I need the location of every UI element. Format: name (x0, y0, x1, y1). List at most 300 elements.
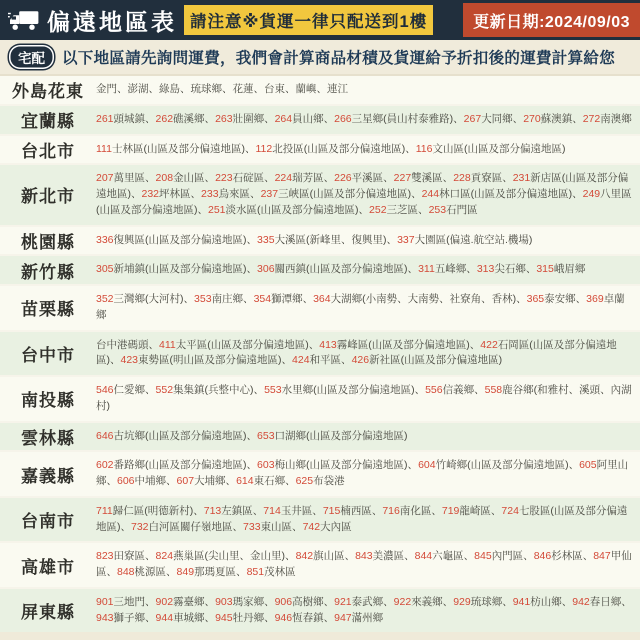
district-name: 內門區、 (491, 550, 534, 563)
district-name: 大湖鄉(小南勢、大南勢、社寮角、香林)、 (330, 293, 527, 305)
district-item (204, 505, 264, 517)
district-name: 東石鄉、 (253, 475, 296, 487)
district-code: 237 (260, 188, 279, 200)
district-code: 262 (155, 112, 174, 125)
district-name: 蘇澳鎮、 (540, 112, 583, 125)
district-item (96, 339, 159, 351)
district-name: 三地門、 (113, 595, 156, 608)
district-name: 牡丹鄉、 (232, 611, 275, 624)
district-name: 台東、 (264, 83, 296, 95)
district-name: 平溪區、 (351, 172, 394, 185)
district-code: 223 (215, 172, 233, 185)
district-name: 南化區、 (399, 504, 442, 517)
district-item (275, 172, 335, 184)
district-item (523, 113, 583, 125)
district-item (296, 475, 345, 487)
district-code: 337 (397, 233, 415, 246)
district-item (156, 113, 216, 125)
district-name: 來義鄉、 (411, 595, 454, 608)
district-name: 花蓮、 (232, 83, 264, 95)
district-item (159, 83, 191, 95)
district-item (156, 612, 216, 624)
district-code: 261 (96, 112, 114, 125)
district-code: 369 (586, 293, 604, 305)
district-code: 306 (257, 263, 275, 276)
district-item (208, 204, 369, 216)
district-list (96, 136, 640, 164)
district-list (96, 377, 640, 421)
district-name: 六龜區、 (432, 550, 475, 563)
district-name: 大埔鄉、 (194, 475, 237, 487)
table-row (0, 450, 640, 496)
district-code: 252 (369, 203, 387, 216)
table-row (0, 104, 640, 134)
district-item (527, 293, 587, 305)
header-bar (0, 0, 640, 40)
district-item (275, 596, 335, 608)
district-name: 頭城鎮、 (113, 112, 156, 125)
district-item (156, 596, 216, 608)
district-name: 阿里山鄉、 (96, 459, 629, 487)
district-item (215, 596, 275, 608)
table-row (0, 375, 640, 421)
district-name: 甲仙區、 (96, 550, 632, 578)
district-name: 白河區關仔嶺地區、 (148, 520, 244, 533)
district-code: 943 (96, 611, 114, 624)
district-code: 411 (159, 338, 176, 351)
district-item (394, 172, 454, 184)
district-name: 集集鎮(兵整中心)、 (173, 384, 265, 396)
district-list (96, 423, 640, 451)
district-code: 244 (421, 188, 440, 200)
district-item (96, 430, 257, 442)
district-code: 365 (526, 293, 545, 305)
district-name: 口湖鄉(山區及部分偏遠地區) (274, 429, 408, 442)
district-item (422, 188, 583, 200)
update-date-badge: 更新日期:2024/09/03 (463, 3, 640, 37)
district-name: 八里區(山區及部分偏遠地區)、 (96, 188, 632, 216)
district-code: 227 (393, 172, 412, 185)
district-name: 瑪家鄉、 (232, 595, 275, 608)
district-code: 848 (117, 566, 135, 578)
district-item (319, 339, 480, 351)
district-item (96, 612, 156, 624)
district-name: 霧峰區(山區及部分偏遠地區)、 (336, 338, 481, 351)
table-row (0, 330, 640, 376)
district-name: 泰安鄉、 (544, 293, 587, 305)
district-item (201, 188, 261, 200)
district-item (142, 188, 202, 200)
district-item (334, 612, 383, 624)
district-code: 732 (131, 520, 149, 533)
district-name: 北投區(山區及部分偏遠地區)、 (272, 142, 416, 155)
district-code: 207 (96, 172, 114, 185)
district-code: 305 (96, 263, 114, 276)
district-name: 和平區、 (309, 354, 352, 367)
district-code: 711 (96, 504, 113, 517)
district-name: 壯圍鄉、 (232, 112, 275, 125)
district-item (156, 384, 265, 396)
district-item (247, 566, 296, 578)
district-name: 大內區 (320, 520, 352, 533)
district-item (96, 293, 194, 305)
district-name: 梅山鄉(山區及部分偏遠地區)、 (274, 459, 419, 472)
district-code: 849 (176, 566, 195, 578)
district-name: 龍崎區、 (459, 504, 502, 517)
district-name: 南澳鄉 (600, 112, 632, 125)
delivery-floor-notice: 請注意※貨運一律只配送到1樓 (184, 5, 433, 35)
district-name: 南庄鄉、 (211, 293, 254, 305)
district-code: 845 (474, 550, 492, 563)
district-code: 556 (425, 384, 443, 396)
district-code: 605 (579, 459, 597, 472)
district-name: 鹿谷鄉(和雅村、溪頭、內湖村) (96, 384, 632, 412)
district-name: 大溪區(新峰里、復興里)、 (274, 233, 398, 246)
district-code: 558 (484, 384, 503, 396)
district-code: 266 (334, 112, 352, 125)
district-code: 602 (96, 459, 114, 472)
district-code: 946 (274, 611, 293, 624)
district-item (369, 204, 429, 216)
district-item (159, 339, 319, 351)
district-name: 金門、 (96, 83, 128, 95)
district-code: 715 (322, 504, 341, 517)
district-name: 貢寮區、 (470, 172, 513, 185)
region-label: 外島花東 (12, 82, 84, 102)
district-item (382, 505, 442, 517)
delivery-truck-icon (8, 8, 40, 32)
district-name: 萬里區、 (113, 172, 156, 185)
district-code: 353 (194, 293, 212, 305)
district-name: 獅子鄉、 (113, 611, 156, 624)
district-name: 連江 (327, 83, 348, 95)
district-name: 琉球鄉、 (190, 83, 233, 95)
district-item (156, 172, 216, 184)
district-code: 267 (463, 112, 482, 125)
district-item (243, 521, 303, 533)
district-list (96, 498, 640, 542)
district-name: 金山區、 (173, 172, 216, 185)
district-code: 902 (155, 595, 174, 608)
district-item (96, 550, 156, 562)
district-item (96, 505, 204, 517)
district-name: 茂林區 (264, 566, 296, 578)
district-item (536, 263, 585, 275)
district-name: 綠島、 (159, 83, 191, 95)
district-item (429, 204, 478, 216)
district-name: 新埔鎮(山區及部分偏遠地區)、 (113, 263, 258, 276)
district-name: 關西鎮(山區及部分偏遠地區)、 (274, 263, 419, 276)
district-item (264, 83, 296, 95)
district-item (425, 384, 485, 396)
district-name: 琉球鄉、 (470, 595, 513, 608)
district-name: 文山區(山區及部分偏遠地區) (432, 142, 566, 155)
district-code: 844 (414, 550, 433, 563)
region-label: 高雄市 (21, 557, 75, 577)
district-item (453, 172, 513, 184)
district-name: 美濃區、 (372, 550, 415, 563)
district-name: 台中港碼頭、 (96, 338, 159, 351)
district-name: 車城鄉、 (173, 611, 216, 624)
district-item (117, 475, 177, 487)
district-code: 604 (418, 459, 436, 472)
district-item (254, 293, 314, 305)
district-code: 719 (441, 504, 460, 517)
district-list (96, 227, 640, 255)
district-item (96, 596, 156, 608)
district-code: 311 (418, 263, 435, 276)
district-code: 921 (334, 595, 352, 608)
district-name: 桃源區、 (134, 566, 177, 578)
district-item (261, 188, 422, 200)
district-item (177, 475, 237, 487)
page-title: 偏遠地區表 (47, 8, 177, 35)
district-code: 607 (176, 475, 195, 487)
table-row (0, 225, 640, 255)
district-code: 413 (319, 338, 337, 351)
district-name: 竹崎鄉(山區及部分偏遠地區)、 (435, 459, 580, 472)
region-label: 嘉義縣 (21, 466, 75, 486)
district-code: 263 (215, 112, 233, 125)
district-code: 742 (302, 520, 321, 533)
district-name: 石門區 (446, 203, 478, 216)
district-item (215, 612, 275, 624)
district-code: 944 (155, 611, 174, 624)
district-name: 澎湖、 (127, 83, 159, 95)
district-item (334, 113, 464, 125)
district-item (233, 83, 265, 95)
district-name: 獅潭鄉、 (271, 293, 314, 305)
district-code: 552 (155, 384, 174, 396)
district-name: 水里鄉(山區及部分偏遠地區)、 (281, 384, 426, 396)
district-code: 922 (393, 595, 412, 608)
district-code: 842 (295, 550, 314, 563)
district-code: 653 (257, 429, 275, 442)
district-name: 七股區(山區及部分偏遠地區)、 (96, 504, 628, 533)
table-row (0, 163, 640, 224)
district-list (96, 589, 640, 633)
district-name: 中埔鄉、 (134, 475, 177, 487)
district-item (257, 263, 418, 275)
district-name: 那瑪夏區、 (194, 566, 247, 578)
district-item (96, 234, 257, 246)
district-item (177, 566, 247, 578)
district-item (303, 521, 352, 533)
district-name: 卓蘭鄉 (96, 293, 625, 321)
district-item (418, 263, 477, 275)
region-label: 台北市 (21, 141, 75, 161)
district-code: 714 (263, 504, 281, 517)
region-label: 宜蘭縣 (21, 112, 75, 132)
district-code: 226 (334, 172, 352, 185)
district-code: 724 (501, 504, 519, 517)
district-name: 烏來區、 (218, 188, 261, 200)
subheader-text: 以下地區請先詢問運費，我們會計算商品材積及貨運給予折扣後的運費計算給您 (62, 50, 616, 67)
district-name: 旗山區、 (313, 550, 356, 563)
district-code: 716 (382, 504, 400, 517)
district-name: 東山區、 (260, 520, 303, 533)
district-item (416, 143, 566, 155)
district-item (334, 596, 394, 608)
district-list (96, 286, 640, 330)
district-code: 111 (96, 142, 112, 155)
district-item (96, 459, 257, 471)
table-row (0, 254, 640, 284)
district-code: 116 (415, 142, 433, 155)
district-item (96, 113, 156, 125)
district-code: 733 (243, 520, 261, 533)
district-name: 滿州鄉 (351, 611, 384, 624)
district-name: 霧臺鄉、 (173, 595, 216, 608)
district-code: 906 (274, 595, 293, 608)
district-code: 422 (480, 338, 498, 351)
district-list (96, 543, 640, 587)
subheader-bar (0, 40, 640, 76)
region-label: 苗栗縣 (21, 300, 75, 320)
district-item (442, 505, 502, 517)
region-label: 新北市 (21, 187, 75, 207)
district-name: 尖石鄉、 (494, 263, 537, 276)
district-name: 春日鄉、 (589, 595, 632, 608)
district-item (257, 459, 418, 471)
district-name: 員山鄉、 (292, 112, 335, 125)
district-item (327, 83, 348, 95)
district-name: 石碇區、 (232, 172, 275, 185)
district-item (263, 505, 323, 517)
district-name: 布袋港 (313, 475, 345, 487)
district-item (572, 596, 632, 608)
district-code: 253 (428, 203, 447, 216)
district-code: 846 (533, 550, 552, 563)
district-code: 233 (201, 188, 219, 200)
district-code: 847 (593, 550, 611, 563)
district-item (275, 113, 335, 125)
district-name: 高樹鄉、 (292, 595, 335, 608)
district-item (513, 596, 573, 608)
region-label: 雲林縣 (21, 428, 75, 448)
district-item (215, 113, 275, 125)
district-item (474, 550, 534, 562)
district-code: 947 (334, 611, 352, 624)
district-name: 峨眉鄉 (553, 263, 586, 276)
table-row (0, 541, 640, 587)
district-name: 大同鄉、 (481, 112, 524, 125)
district-code: 843 (355, 550, 373, 563)
district-item (156, 550, 296, 562)
district-name: 新社區(山區及部分偏遠地區) (369, 354, 503, 367)
district-name: 三芝區、 (386, 203, 429, 216)
district-name: 坪林區、 (159, 188, 202, 200)
district-code: 713 (203, 504, 222, 517)
district-item (313, 293, 527, 305)
district-list (96, 256, 640, 284)
district-name: 蘭嶼、 (295, 83, 327, 95)
region-label: 台中市 (21, 345, 75, 365)
district-list (96, 76, 640, 104)
table-row (0, 421, 640, 451)
district-code: 232 (141, 188, 160, 200)
district-code: 625 (295, 475, 314, 487)
district-name: 新店區(山區及部分偏遠地區)、 (96, 172, 629, 200)
district-item (397, 234, 532, 246)
region-label: 桃園縣 (21, 232, 75, 252)
district-code: 553 (264, 384, 282, 396)
home-delivery-badge: 宅配 (9, 45, 54, 69)
district-list (96, 106, 640, 134)
district-code: 614 (236, 475, 254, 487)
district-name: 東勢區(明山區及部分偏遠地區)、 (138, 354, 293, 367)
district-item (255, 143, 415, 155)
district-code: 313 (476, 263, 495, 276)
district-item (257, 234, 397, 246)
district-name: 雙溪區、 (411, 172, 454, 185)
district-item (131, 521, 243, 533)
district-item (96, 384, 156, 396)
district-code: 251 (208, 203, 226, 216)
district-code: 231 (512, 172, 531, 185)
district-item (96, 263, 257, 275)
district-item (534, 550, 594, 562)
district-item (477, 263, 537, 275)
district-code: 224 (274, 172, 293, 185)
district-code: 424 (292, 354, 310, 367)
district-code: 646 (96, 429, 114, 442)
district-code: 945 (215, 611, 233, 624)
district-code: 824 (155, 550, 174, 563)
district-name: 枋山鄉、 (530, 595, 573, 608)
table-row (0, 284, 640, 330)
district-code: 335 (257, 233, 275, 246)
district-item (215, 172, 275, 184)
district-name: 恆春鎮、 (292, 611, 335, 624)
district-item (292, 354, 352, 366)
district-item (418, 459, 579, 471)
district-code: 112 (255, 142, 273, 155)
district-name: 復興區(山區及部分偏遠地區)、 (113, 233, 258, 246)
district-code: 942 (572, 595, 590, 608)
district-code: 903 (215, 595, 233, 608)
district-code: 354 (253, 293, 272, 305)
district-item (583, 113, 632, 125)
district-list (96, 165, 640, 224)
district-item (117, 566, 177, 578)
district-name: 古坑鄉(山區及部分偏遠地區)、 (113, 429, 258, 442)
district-code: 603 (257, 459, 275, 472)
district-item (121, 354, 293, 366)
district-code: 823 (96, 550, 114, 563)
district-item (355, 550, 415, 562)
table-row (0, 587, 640, 633)
district-item (323, 505, 383, 517)
district-code: 315 (536, 263, 554, 276)
district-name: 燕巢區(尖山里、金山里)、 (173, 550, 296, 563)
district-name: 淡水區(山區及部分偏遠地區)、 (225, 203, 370, 216)
district-item (275, 612, 335, 624)
district-code: 336 (96, 233, 114, 246)
district-name: 礁溪鄉、 (173, 112, 216, 125)
district-list (96, 332, 640, 376)
remote-area-table (0, 76, 640, 632)
district-name: 五峰鄉、 (434, 263, 477, 276)
district-code: 264 (274, 112, 293, 125)
district-name: 三峽區(山區及部分偏遠地區)、 (278, 188, 422, 200)
table-row (0, 134, 640, 164)
district-code: 270 (523, 112, 541, 125)
district-code: 851 (246, 566, 265, 578)
district-code: 929 (453, 595, 471, 608)
table-row (0, 76, 640, 104)
district-name: 大園區(偏遠.航空站.機場) (414, 233, 533, 246)
